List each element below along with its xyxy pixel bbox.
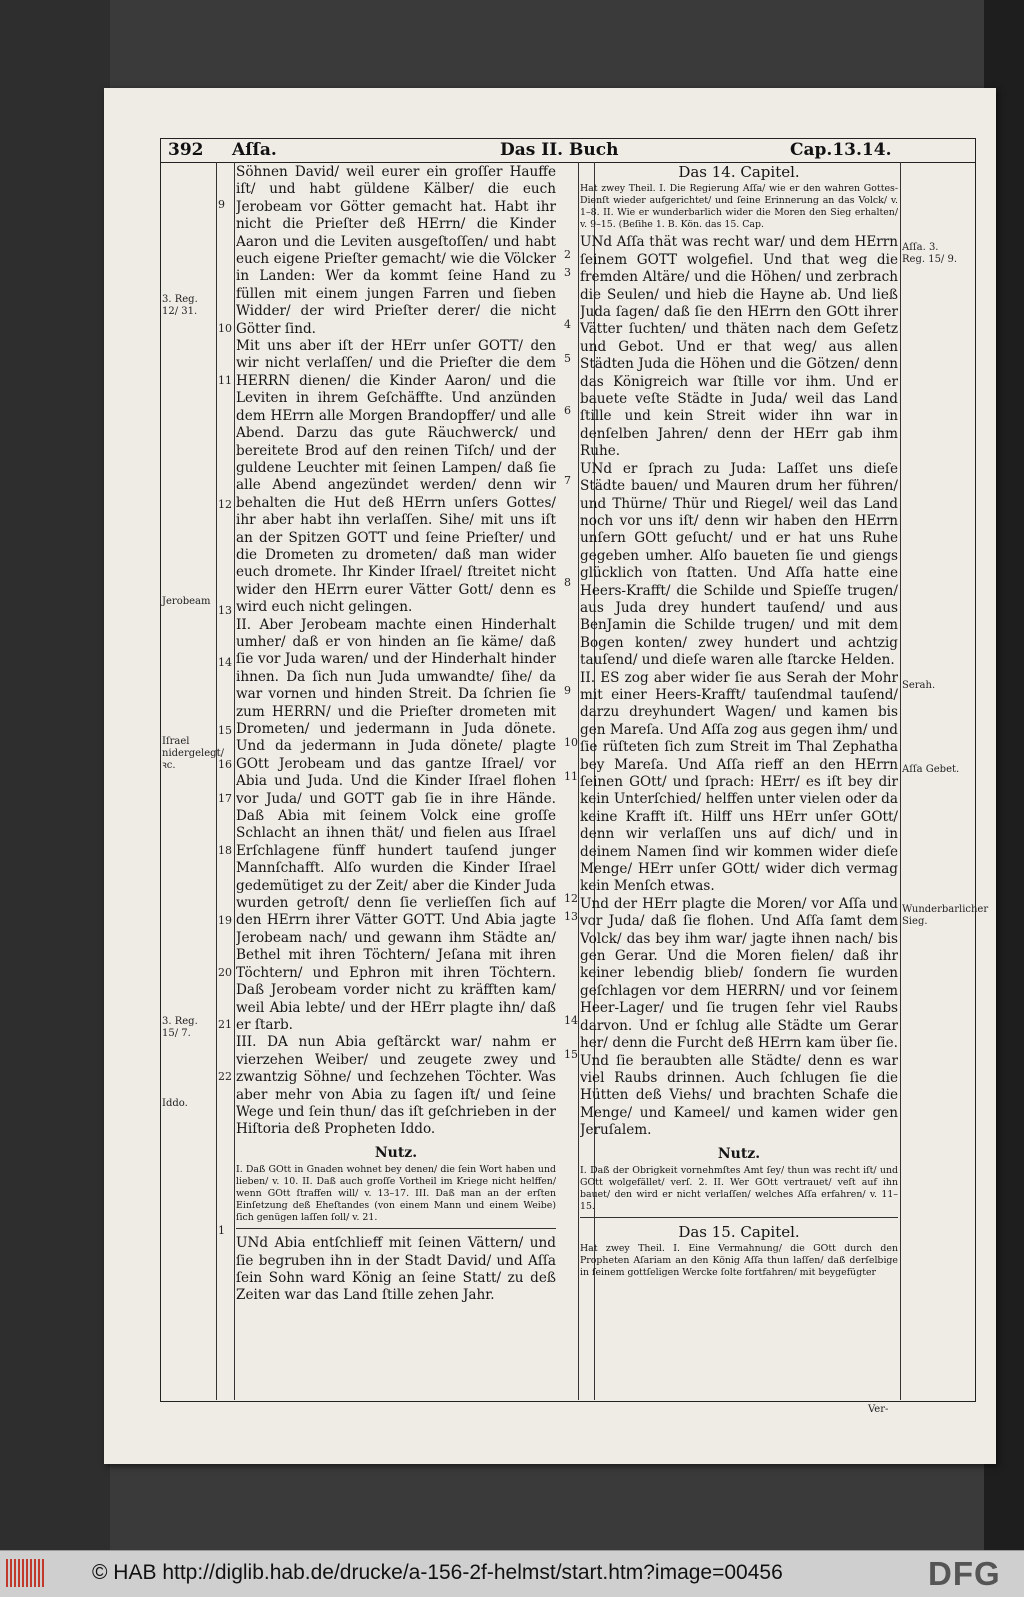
verse-number: 17 — [218, 792, 232, 805]
left-paragraph: Mit uns aber iſt der HErr unſer GOTT/ den wir nicht verlaſſen/ und die Prieſter die dem HERRN dienen/ die Kinder Aaron/ und die Leviten in ihrem Geſchäffte. Und anzünden dem HErrn alle Morgen Brandopffer/ und alle Abend. Darzu das gute Räuchwerck/ und bereitete Brod auf den reinen Tiſch/ und der guldene Leuchter mit ſeinen Lampen/ daß ſie alle Abend angezündet werden/ denn wir behalten die Hut deß HErrn unſers Gottes/ ihr aber habt ihn verlaſſen. Sihe/ mit uns iſt an der Spitzen GOTT und ſeine Prieſter/ und die Drometen zu drometen/ daß man wider euch dromete. Ihr Kinder Iſrael/ ſtreitet nicht wider den HErrn eurer Vätter Gott/ denn es wird euch nicht gelingen. — [236, 338, 556, 616]
verse-number: 19 — [218, 914, 232, 927]
verse-number: 2 — [564, 248, 571, 261]
margin-note-right: Wunderbarlicher Sieg. — [902, 904, 989, 927]
left-paragraph: II. Aber Jerobeam machte einen Hinderhalt umher/ daß er von hinden an ſie käme/ daß ſie vor Juda waren/ und der Hinderhalt hinder ihnen. Da ſich nun Juda umwandte/ ſihe/ da war vornen und hinden Streit. Da ſchrien ſie zum HERRN/ und die Prieſter drometen mit Drometen/ und jedermann in Juda dönete. Und da jedermann in Juda dönete/ plagte GOtt Jerobeam und das gantze Iſrael/ vor Abia und Juda. Und die Kinder Iſrael flohen vor Juda/ und GOTT gab ſie in ihre Hände. Daß Abia mit ſeinem Volck eine groſſe Schlacht an ihnen thät/ und fielen aus Iſrael Erſchlagene fünff hundert tauſend junger Mannſchafft. Alſo wurden die Kinder Iſrael gedemütiget zu der Zeit/ aber die Kinder Juda wurden getroſt/ denn ſie verlieſſen ſich auf den HErrn ihrer Vätter GOTT. Und Abia jagte Jerobeam nach/ und gewann ihm Städte an/ Bethel mit ihren Töchtern/ Jeſana mit ihren Töchtern/ und Ephron mit ihren Töchtern. Daß Jerobeam vorder nicht zu kräfften kam/ weil Abia lebte/ und der HErr plagte ihn/ daß er ſtarb. — [236, 616, 556, 1033]
book-page — [104, 88, 996, 1464]
copyright-url[interactable]: © HAB http://diglib.hab.de/drucke/a-156-2f-helmst/start.htm?image=00456 — [92, 1561, 783, 1584]
verse-number: 16 — [218, 758, 232, 771]
chapter-reference: Cap.13.14. — [790, 140, 892, 160]
left-verse-rule — [234, 162, 235, 1400]
right-paragraph: UNd Aſſa thät was recht war/ und dem HErrn ſeinem GOTT wolgefiel. Und that weg die fremden Altäre/ und die Höhen/ und zerbrach die Seulen/ und hieb die Hayne ab. Und ließ Juda ſagen/ daß ſie den HErrn den GOtt ihrer Vätter ſuchten/ und thäten nach dem Geſetz und Gebot. Und er that weg/ aus allen Städten Juda die Höhen und die Götzen/ denn das Königreich war ſtille vor ihm. Und er bauete veſte Städte in Juda/ weil das Land ſtille und kein Streit wider ihn war in denſelben Jahren/ denn der HErr gab ihm Ruhe. — [580, 234, 898, 460]
right-margin-rule — [900, 162, 901, 1400]
right-paragraph: UNd er ſprach zu Juda: Laſſet uns dieſe Städte bauen/ und Mauren drum her führen/ und Thürne/ Thür und Riegel/ weil das Land noch vor uns iſt/ denn wir haben den HErrn unſern GOtt geſucht/ und er hat uns Ruhe gegeben umher. Alſo baueten ſie und giengs glücklich von ſtatten. Und Aſſa hatte eine Heers-Krafft/ die Schilde und Spieſſe trugen/ aus Juda drey hundert tauſend/ und aus BenJamin die Schilde trugen/ und mit dem Bogen konten/ zwey hundert und achtzig tauſend/ und dieſe waren alle ſtarcke Helden. — [580, 460, 898, 669]
center-left-rule — [578, 162, 579, 1400]
page-number: 392 — [168, 140, 204, 160]
chapter-15-summary: Hat zwey Theil. I. Eine Vermahnung/ die GOtt durch den Propheten Aſariam an den König Aſſa thun laſſen/ daß derſelbige in ſeinem gottſeligen Wercke ſolte fortfahren/ mit beygefügter — [580, 1243, 898, 1279]
barcode-icon — [6, 1559, 46, 1587]
left-paragraph: Söhnen David/ weil eurer ein groſſer Hauffe iſt/ und habt güldene Kälber/ die euch Jerobeam vor Götter gemacht hat. Habt ihr nicht die Prieſter deß HErrn/ die Kinder Aaron und die Leviten ausgeſtoſſen/ und habt euch eigene Prieſter gemacht/ wie die Völcker in Landen: Wer da kommt ſeine Hand zu füllen mit einem jungen Farren und ſieben Widder/ der wird Prieſter derer/ die nicht Götter ſind. — [236, 164, 556, 337]
verse-number: 11 — [218, 374, 232, 387]
verse-number: 15 — [564, 1048, 578, 1061]
verse-number: 14 — [564, 1014, 578, 1027]
left-margin-rule — [216, 162, 217, 1400]
chapter-14-summary: Hat zwey Theil. I. Die Regierung Aſſa/ wie er den wahren Gottes-Dienſt wieder aufgerichtet/ und ſeine Erinnerung an das Volck/ v. 1–8. II. Wie er wunderbarlich wider die Moren den Sieg erhalten/ v. 9–15. (Beſihe 1. B. Kön. das 15. Cap. — [580, 183, 898, 231]
verse-number: 15 — [218, 724, 232, 737]
verse-number: 21 — [218, 1018, 232, 1031]
verse-number: 6 — [564, 404, 571, 417]
verse-number: 12 — [218, 498, 232, 511]
header-rule — [160, 162, 976, 163]
margin-note-left: Jerobeam — [162, 596, 211, 607]
margin-note-left: 3. Reg. 15/ 7. — [162, 1016, 198, 1039]
left-nutz-title: Nutz. — [374, 1144, 418, 1161]
left-text-column — [236, 164, 556, 1394]
verse-number: 1 — [218, 1224, 225, 1237]
right-nutz-title: Nutz. — [717, 1145, 761, 1162]
right-nutz-text: I. Daß der Obrigkeit vornehmſtes Amt ſey/ thun was recht iſt/ und GOtt wolgefället/ verſ. 2. II. Wer GOtt vertrauet/ veſt auf ihn bauet/ den wird er nicht verlaſſen/ welches Aſſa erfahren/ v. 11–15. — [580, 1165, 898, 1218]
margin-note-right: Aſſa Gebet. — [902, 764, 960, 775]
verse-number: 18 — [218, 844, 232, 857]
verse-number: 3 — [564, 266, 571, 279]
verse-number: 13 — [564, 910, 578, 923]
left-background — [0, 0, 110, 1550]
verse-number: 12 — [564, 892, 578, 905]
verse-number: 5 — [564, 352, 571, 365]
left-nutz-text: I. Daß GOtt in Gnaden wohnet bey denen/ die ſein Wort haben und lieben/ v. 10. II. Daß auch groſſe Vortheil im Kriege nicht helffen/ wenn GOtt ſtraffen will/ v. 13–17. III. Daß man an der erſten Einſetzung deß Eheſtandes (von einem Mann und einem Weibe) ſich genügen laſſen ſoll/ v. 21. — [236, 1164, 556, 1229]
margin-note-left: Iſrael nidergelegt/ ꝛc. — [162, 736, 224, 771]
verse-number: 4 — [564, 318, 571, 331]
verse-number: 10 — [564, 736, 578, 749]
margin-note-left: 3. Reg. 12/ 31. — [162, 294, 198, 317]
dfg-logo: DFG — [928, 1555, 1001, 1592]
right-paragraph: Und der HErr plagte die Moren/ vor Aſſa und vor Juda/ daß ſie flohen. Und Aſſa ſamt dem Volck/ das bey ihm war/ jagte ihnen nach/ bis gen Gerar. Und die Moren fielen/ daß ihr keiner lebendig blieb/ ſondern ſie wurden geſchlagen vor dem HERRN/ und vor ſeinem Heer-Lager/ und ſie trugen ſehr viel Raubs darvon. Und er ſchlug alle Städte um Gerar her/ denn die Furcht deß HErrn kam über ſie. Und ſie beraubten alle Städte/ denn es war viel Raubs drinnen. Auch ſchlugen ſie die Hütten deß Viehs/ und brachten Schafe die Menge/ und Kameel/ und kamen wider gen Jeruſalem. — [580, 895, 898, 1139]
verse-number: 20 — [218, 966, 232, 979]
left-closing-paragraph: UNd Abia entſchlieff mit ſeinen Vättern/ und ſie begruben ihn in der Stadt David/ und Aſſa ſein Sohn ward König an ſeine Statt/ zu deß Zeiten war das Land ſtille zehen Jahr. — [236, 1235, 556, 1304]
margin-note-right: Serah. — [902, 680, 936, 691]
left-paragraph: III. DA nun Abia geſtärckt war/ nahm er vierzehen Weiber/ und zeugete zwey und zwantzig Söhne/ und ſechzehen Töchter. Was aber mehr von Abia zu ſagen iſt/ und ſeine Wege und ſein thun/ das iſt geſchrieben in der Hiſtoria deß Propheten Iddo. — [236, 1034, 556, 1138]
catchword: Ver- — [868, 1404, 889, 1415]
margin-note-right: Aſſa. 3. Reg. 15/ 9. — [902, 242, 958, 265]
verse-number: 22 — [218, 1070, 232, 1083]
verse-number: 13 — [218, 604, 232, 617]
verse-number: 10 — [218, 322, 232, 335]
verse-number: 11 — [564, 770, 578, 783]
chapter-14-title: Das 14. Capitel. — [678, 164, 800, 181]
right-text-column — [580, 164, 898, 1394]
verse-number: 14 — [218, 656, 232, 669]
running-title: Aſſa. — [232, 140, 277, 160]
chapter-15-title: Das 15. Capitel. — [678, 1222, 800, 1241]
right-paragraph: II. ES zog aber wider ſie aus Serah der Mohr mit einer Heers-Krafft/ tauſendmal tauſend/ darzu dreyhundert Wagen/ und kamen bis gen Mareſa. Und Aſſa zog aus gegen ihm/ und ſie rüſteten ſich zum Streit im Thal Zephatha bey Mareſa. Und Aſſa rieff an den HErrn ſeinen GOtt/ und ſprach: HErr/ es iſt bey dir kein Unterſchied/ helffen unter vielen oder da keine Krafft iſt. Hilff uns HErr unſer GOtt/ denn wir verlaſſen uns auf dich/ und in deinem Namen ſind wir kommen wider dieſe Menge/ HErr unſer GOtt/ wider dich vermag kein Menſch etwas. — [580, 669, 898, 895]
book-title: Das II. Buch — [500, 140, 619, 160]
verse-number: 7 — [564, 474, 571, 487]
verse-number: 9 — [218, 198, 225, 211]
verse-number: 8 — [564, 576, 571, 589]
viewer-footer-bar — [0, 1550, 1024, 1597]
verse-number: 9 — [564, 684, 571, 697]
margin-note-left: Iddo. — [162, 1098, 188, 1109]
